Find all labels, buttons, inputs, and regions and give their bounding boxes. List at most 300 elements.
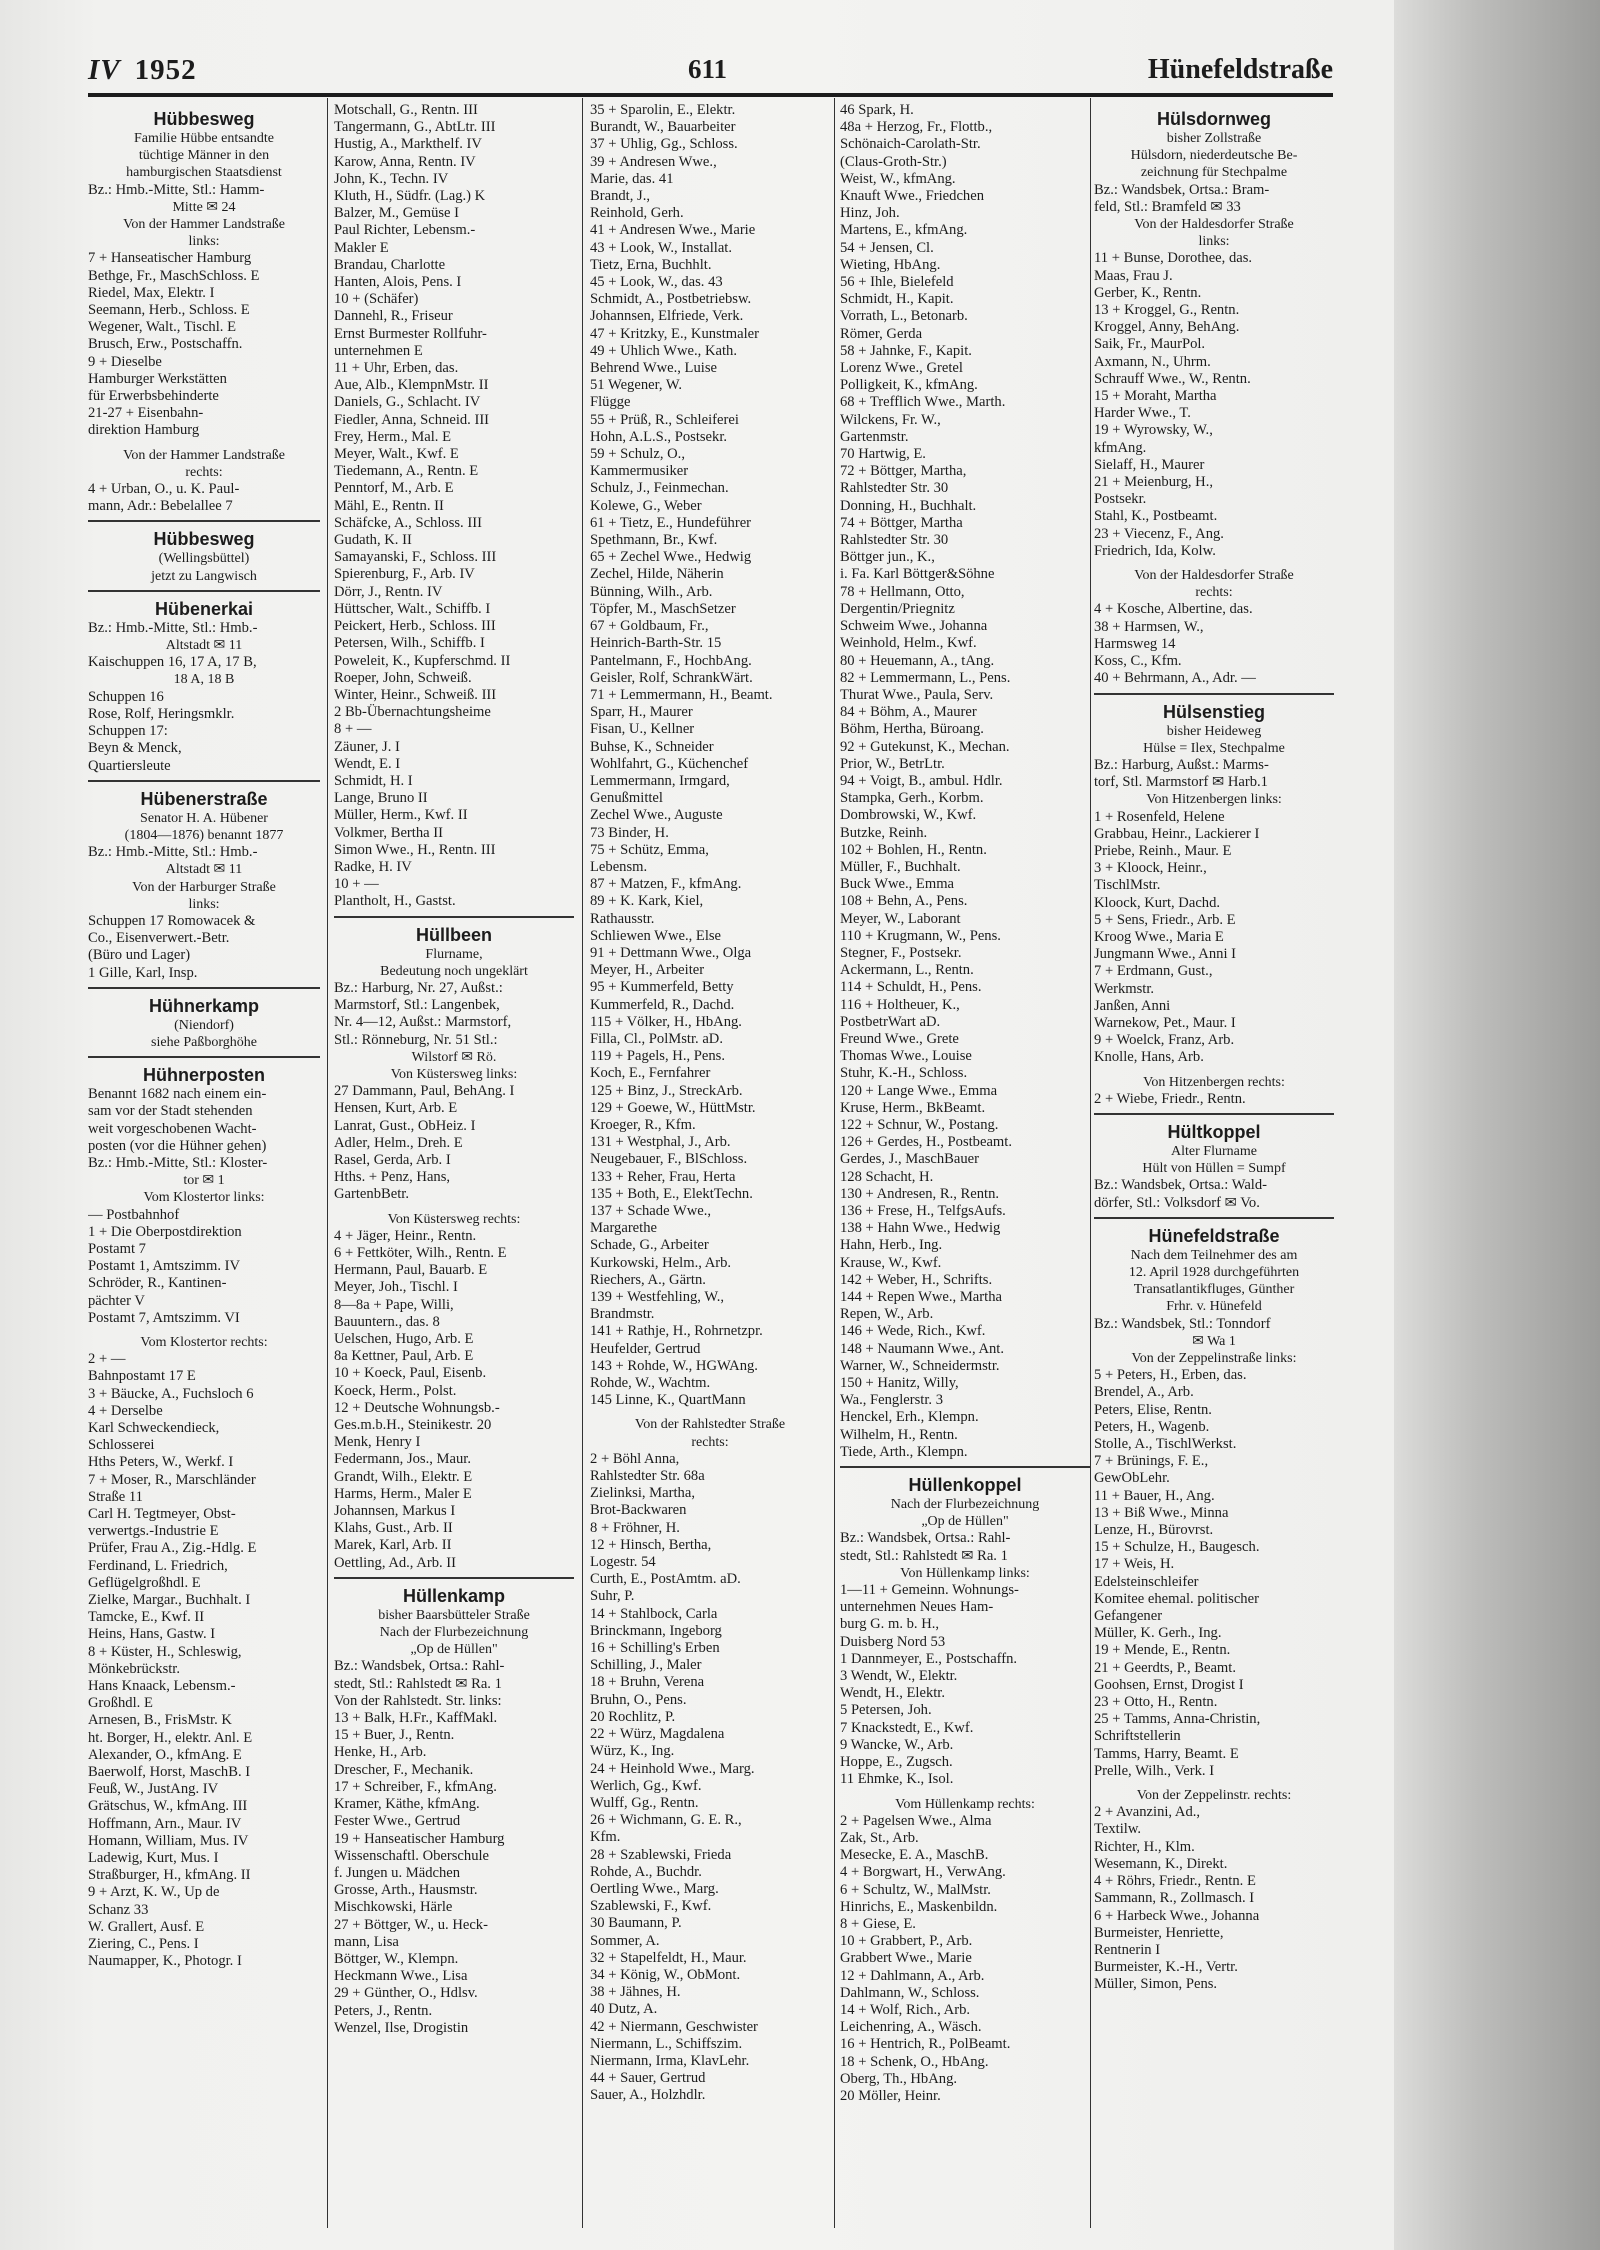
entry-line: Hanten, Alois, Pens. I: [334, 274, 462, 291]
entry-line: Postsekr.: [1094, 491, 1147, 508]
entry-line: Wendt, E. I: [334, 755, 401, 772]
entry-line: 110 + Krugmann, W., Pens.: [840, 927, 1001, 944]
entry-line: Dannehl, R., Friseur: [334, 308, 453, 325]
entry-line: Peters, J., Rentn.: [334, 2002, 433, 2019]
entry-line: Hermann, Paul, Bauarb. E: [334, 1262, 488, 1279]
entry-line: Vorrath, L., Betonarb.: [840, 308, 968, 325]
entry-line: Beyn & Menck,: [88, 740, 182, 757]
entry-line: pächter V: [88, 1292, 145, 1309]
entry-line: 38 + Jähnes, H.: [590, 1984, 681, 2001]
section-separator: [88, 520, 320, 522]
entry-line: Margarethe: [590, 1220, 657, 1237]
entry-line: 12 + Deutsche Wohnungsb.-: [334, 1399, 500, 1416]
entry-line: Schuppen 17:: [88, 723, 168, 740]
entry-line: Buck Wwe., Emma: [840, 876, 955, 893]
street-note: Nach der Flurbezeichnung: [379, 1625, 529, 1641]
entry-line: Hths. + Penz, Hans,: [334, 1169, 451, 1186]
entry-line: Harmsweg 14: [1094, 635, 1176, 652]
entry-line: 44 + Sauer, Gertrud: [590, 2070, 706, 2087]
entry-line: Rose, Rolf, Heringsmklr.: [88, 705, 235, 722]
entry-line: Hamburger Werkstätten: [88, 370, 227, 387]
entry-line: 9 + Dieselbe: [88, 353, 162, 370]
entry-line: Sauer, A., Holzhdlr.: [590, 2087, 706, 2104]
entry-line: Weist, W., kfmAng.: [840, 170, 956, 187]
entry-line: Schmidt, H., Kapit.: [840, 291, 954, 308]
entry-line: Schweim Wwe., Johanna: [840, 618, 988, 635]
entry-line: Wegener, Walt., Tischl. E: [88, 319, 236, 336]
entry-line: Duisberg Nord 53: [840, 1633, 946, 1650]
entry-line: direktion Hamburg: [88, 422, 200, 439]
street-note: (Wellingsbüttel): [158, 551, 250, 567]
entry-line: 95 + Kummerfeld, Betty: [590, 979, 734, 996]
entry-line: Meyer, Joh., Tischl. I: [334, 1279, 458, 1296]
entry-line: 10 + —: [334, 876, 379, 893]
entry-line: 2 Bb-Übernachtungsheime: [334, 704, 491, 721]
entry-line: sam vor der Stadt stehenden: [88, 1103, 253, 1120]
entry-line: Schlosserei: [88, 1437, 155, 1454]
entry-line: Priebe, Reinh., Maur. E: [1094, 842, 1232, 859]
entry-line: Hustig, A., Markthelf. IV: [334, 136, 482, 153]
entry-line: Wendt, H., Elektr.: [840, 1685, 946, 1702]
entry-line: 49 + Uhlich Wwe., Kath.: [590, 342, 737, 359]
entry-line: 6 + Schultz, W., MalMstr.: [840, 1881, 991, 1898]
entry-line: Zechel Wwe., Auguste: [590, 807, 723, 824]
entry-line: i. Fa. Karl Böttger&Söhne: [840, 566, 995, 583]
entry-line: Töpfer, M., MaschSetzer: [590, 600, 736, 617]
entry-line: Ferdinand, L. Friedrich,: [88, 1557, 228, 1574]
entry-line: Bz.: Wandsbek, Ortsa.: Bram-: [1094, 181, 1270, 198]
entry-line: 34 + König, W., ObMont.: [590, 1966, 741, 1983]
entry-line: Werlich, Gg., Kwf.: [590, 1777, 702, 1794]
entry-line: Komitee ehemal. politischer: [1094, 1590, 1259, 1607]
entry-line: Müller, Herm., Kwf. II: [334, 807, 468, 824]
entry-line: 130 + Andresen, R., Rentn.: [840, 1185, 1000, 1202]
entry-line: Szablewski, F., Kwf.: [590, 1898, 712, 1915]
entry-line: Peters, H., Wagenb.: [1094, 1418, 1210, 1435]
street-note: Von der Haldesdorfer Straße: [1134, 568, 1294, 584]
entry-line: mann, Adr.: Bebelallee 7: [88, 498, 233, 515]
entry-line: Roeper, John, Schweiß.: [334, 669, 472, 686]
entry-line: Simon Wwe., H., Rentn. III: [334, 841, 496, 858]
entry-line: Dergentin/Priegnitz: [840, 600, 955, 617]
entry-line: Logestr. 54: [590, 1554, 656, 1571]
street-note: ✉ Wa 1: [1192, 1333, 1236, 1349]
entry-line: Flügge: [590, 394, 631, 411]
entry-line: Mischkowski, Härle: [334, 1899, 453, 1916]
entry-line: Knauft Wwe., Friedchen: [840, 188, 984, 205]
entry-line: Wulff, Gg., Rentn.: [590, 1794, 699, 1811]
page-edge-shadow: [1394, 0, 1600, 2250]
entry-line: 138 + Hahn Wwe., Hedwig: [840, 1220, 1001, 1237]
street-note: Von der Rahlstedter Straße: [634, 1417, 786, 1433]
entry-line: 15 + Schulze, H., Baugesch.: [1094, 1539, 1260, 1556]
entry-line: 70 Hartwig, E.: [840, 446, 926, 463]
entry-line: Filla, Cl., PolMstr. aD.: [590, 1030, 723, 1047]
street-note: Hülse = Ilex, Stechpalme: [1143, 740, 1285, 756]
entry-line: Hensen, Kurt, Arb. E: [334, 1100, 458, 1117]
entry-line: 131 + Westphal, J., Arb.: [590, 1134, 731, 1151]
entry-line: 18 + Schenk, O., HbAng.: [840, 2053, 989, 2070]
entry-line: Heins, Hans, Gastw. I: [88, 1626, 216, 1643]
entry-line: Harder Wwe., T.: [1094, 405, 1191, 422]
entry-line: Riedel, Max, Elektr. I: [88, 284, 215, 301]
street-heading: Hübbesweg: [153, 109, 255, 129]
entry-line: 42 + Niermann, Geschwister: [590, 2018, 758, 2035]
entry-line: Bz.: Harburg, Außst.: Marms-: [1094, 756, 1269, 773]
entry-line: Stampka, Gerh., Korbm.: [840, 790, 984, 807]
street-note: Von der Hammer Landstraße: [123, 217, 285, 233]
entry-line: Aue, Alb., KlempnMstr. II: [334, 377, 489, 394]
entry-line: Ladewig, Kurt, Mus. I: [88, 1850, 219, 1867]
entry-line: Alexander, O., kfmAng. E: [88, 1746, 242, 1763]
entry-line: Straße 11: [88, 1488, 143, 1505]
entry-line: Rathausstr.: [590, 910, 655, 927]
entry-line: 114 + Schuldt, H., Pens.: [840, 979, 982, 996]
entry-line: Paul Richter, Lebensm.-: [334, 222, 476, 239]
entry-line: 16 + Schilling's Erben: [590, 1640, 720, 1657]
entry-line: 4 + Derselbe: [88, 1402, 163, 1419]
entry-line: Textilw.: [1094, 1821, 1142, 1838]
entry-line: 28 + Szablewski, Frieda: [590, 1846, 732, 1863]
entry-line: Koeck, Herm., Polst.: [334, 1382, 457, 1399]
entry-line: 125 + Binz, J., StreckArb.: [590, 1082, 743, 1099]
entry-line: 145 Linne, K., QuartMann: [590, 1392, 746, 1409]
entry-line: 13 + Kroggel, G., Rentn.: [1094, 302, 1240, 319]
entry-line: kfmAng.: [1094, 439, 1147, 456]
entry-line: Marie, das. 41: [590, 170, 674, 187]
entry-line: 24 + Heinhold Wwe., Marg.: [590, 1760, 755, 1777]
header-roman: IV: [88, 54, 121, 86]
entry-line: 128 Schacht, H.: [840, 1168, 934, 1185]
entry-line: 1 + Rosenfeld, Helene: [1094, 808, 1225, 825]
entry-line: 3 + Kloock, Heinr.,: [1094, 860, 1207, 877]
entry-line: Dahlmann, W., Schloss.: [840, 1984, 980, 2001]
entry-line: 73 Binder, H.: [590, 824, 669, 841]
entry-line: Meyer, Walt., Kwf. E: [334, 446, 459, 463]
entry-line: Benannt 1682 nach einem ein-: [88, 1086, 267, 1103]
entry-line: 7 + Brünings, F. E.,: [1094, 1453, 1209, 1470]
entry-line: 59 + Schulz, O.,: [590, 446, 685, 463]
entry-line: Böhm, Hertha, Büroang.: [840, 721, 984, 738]
entry-line: Naumapper, K., Photogr. I: [88, 1953, 242, 1970]
entry-line: Bz.: Wandsbek, Ortsa.: Wald-: [1094, 1177, 1268, 1194]
entry-line: Freund Wwe., Grete: [840, 1030, 959, 1047]
street-heading: Hüllenkamp: [402, 1585, 506, 1606]
entry-line: 13 + Balk, H.Fr., KaffMakl.: [334, 1710, 498, 1727]
entry-line: 75 + Schütz, Emma,: [590, 841, 709, 858]
entry-line: Wa., Fenglerstr. 3: [840, 1392, 943, 1409]
entry-line: 4 + Borgwart, H., VerwAng.: [840, 1864, 1006, 1881]
entry-line: 7 + Hanseatischer Hamburg: [88, 250, 252, 267]
section-separator: [334, 1577, 574, 1579]
street-note: Von Küstersweg rechts:: [387, 1211, 521, 1227]
entry-line: 48a + Herzog, Fr., Flottb.,: [840, 119, 993, 136]
entry-line: Makler E: [334, 239, 389, 256]
entry-line: Niermann, L., Schiffszim.: [590, 2035, 743, 2052]
entry-line: 40 + Behrmann, A., Adr. —: [1094, 670, 1256, 687]
entry-line: Kroggel, Anny, BehAng.: [1094, 319, 1240, 336]
entry-line: Schrauff Wwe., W., Rentn.: [1094, 370, 1251, 387]
entry-line: 54 + Jensen, Cl.: [840, 239, 934, 256]
entry-line: 4 + Urban, O., u. K. Paul-: [88, 481, 240, 498]
entry-line: Postamt 7: [88, 1240, 146, 1257]
entry-line: — Postbahnhof: [88, 1206, 180, 1223]
entry-line: Straßburger, H., kfmAng. II: [88, 1867, 251, 1884]
entry-line: Spethmann, Br., Kwf.: [590, 532, 718, 549]
entry-line: 2 + Pagelsen Wwe., Alma: [840, 1812, 992, 1829]
entry-line: Gerdes, J., MaschBauer: [840, 1151, 980, 1168]
entry-line: Gudath, K. II: [334, 532, 412, 549]
entry-line: Burmeister, Henriette,: [1094, 1924, 1224, 1941]
entry-line: Heckmann Wwe., Lisa: [334, 1968, 468, 1985]
entry-line: 26 + Wichmann, G. E. R.,: [590, 1812, 742, 1829]
entry-line: 119 + Pagels, H., Pens.: [590, 1048, 725, 1065]
entry-line: Maas, Frau J.: [1094, 267, 1173, 284]
street-note: bisher Heideweg: [1166, 723, 1262, 739]
entry-line: Kammermusiker: [590, 463, 689, 480]
street-heading: Hübbesweg: [153, 529, 255, 550]
header-rule: [88, 93, 1333, 97]
entry-line: 115 + Völker, H., HbAng.: [590, 1013, 742, 1030]
street-note: Flurname,: [425, 946, 483, 962]
entry-line: Federmann, Jos., Maur.: [334, 1451, 472, 1468]
entry-line: Kloock, Kurt, Dachd.: [1094, 894, 1221, 911]
entry-line: Warner, W., Schneidermstr.: [840, 1357, 1000, 1374]
entry-line: Feuß, W., JustAng. IV: [88, 1781, 219, 1798]
entry-line: Klahs, Gust., Arb. II: [334, 1520, 453, 1537]
entry-line: Leichenring, A., Wäsch.: [840, 2019, 982, 2036]
entry-line: Buhse, K., Schneider: [590, 738, 714, 755]
entry-line: Bz.: Hmb.-Mitte, Stl.: Kloster-: [88, 1154, 268, 1171]
entry-line: Grosse, Arth., Hausmstr.: [334, 1882, 478, 1899]
entry-line: Lanrat, Gust., ObHeiz. I: [334, 1117, 476, 1134]
entry-line: 3 + Bäucke, A., Fuchsloch 6: [88, 1385, 254, 1402]
entry-line: 92 + Gutekunst, K., Mechan.: [840, 738, 1010, 755]
entry-line: 2 + Böhl Anna,: [590, 1450, 680, 1467]
entry-line: Edelsteinschleifer: [1094, 1573, 1199, 1590]
entry-line: Stl.: Rönneburg, Nr. 51 Stl.:: [334, 1031, 498, 1048]
entry-line: 23 + Viecenz, F., Ang.: [1094, 525, 1224, 542]
entry-line: Homann, William, Mus. IV: [88, 1832, 249, 1849]
section-separator: [88, 987, 320, 989]
entry-line: 1 Gille, Karl, Insp.: [88, 964, 198, 981]
entry-line: 20 Möller, Heinr.: [840, 2087, 941, 2104]
entry-line: Ernst Burmester Rollfuhr-: [334, 325, 487, 342]
entry-line: Samayanski, F., Schloss. III: [334, 549, 497, 566]
entry-line: Marmstorf, Stl.: Langenbek,: [334, 997, 500, 1014]
entry-line: Warnekow, Pet., Maur. I: [1094, 1014, 1236, 1031]
street-heading: Hültkoppel: [1167, 1121, 1261, 1142]
entry-line: Zechel, Hilde, Näherin: [590, 566, 724, 583]
entry-line: Geisler, Rolf, SchrankWärt.: [590, 669, 753, 686]
entry-line: Janßen, Anni: [1094, 997, 1171, 1014]
header-year: 1952: [134, 54, 197, 86]
entry-line: Bz.: Wandsbek, Ortsa.: Rahl-: [334, 1658, 505, 1675]
entry-line: Marek, Karl, Arb. II: [334, 1537, 452, 1554]
entry-line: Würz, K., Ing.: [590, 1743, 675, 1760]
entry-line: 10 + (Schäfer): [334, 291, 419, 308]
street-note: zeichnung für Stechpalme: [1140, 165, 1288, 181]
entry-line: 9 Wancke, W., Arb.: [840, 1736, 954, 1753]
entry-line: Lebensm.: [590, 858, 648, 875]
entry-line: 8 + —: [334, 721, 372, 738]
entry-line: 6 + Fettköter, Wilh., Rentn. E: [334, 1245, 507, 1261]
entry-line: 137 + Schade Wwe.,: [590, 1203, 712, 1219]
street-note: Altstadt ✉ 11: [165, 862, 243, 878]
entry-line: 32 + Stapelfeldt, H., Maur.: [590, 1949, 747, 1966]
header-left: [88, 54, 197, 87]
entry-line: 11 + Uhr, Erben, das.: [334, 360, 459, 377]
entry-line: 17 + Schreiber, F., kfmAng.: [334, 1778, 497, 1795]
entry-line: Schliewen Wwe., Else: [590, 927, 722, 944]
entry-line: Tangermann, G., AbtLtr. III: [334, 119, 496, 136]
entry-line: weit vorgeschobenen Wacht-: [88, 1120, 257, 1137]
entry-line: 94 + Voigt, B., ambul. Hdlr.: [840, 772, 1003, 789]
entry-line: Arnesen, B., FrisMstr. K: [88, 1712, 232, 1729]
entry-line: 1—11 + Gemeinn. Wohnungs-: [840, 1582, 1019, 1599]
street-note: Vom Klostertor rechts:: [140, 1334, 268, 1350]
entry-line: Polligkeit, K., kfmAng.: [840, 377, 978, 394]
entry-line: Brendel, A., Arb.: [1094, 1384, 1194, 1401]
entry-line: 142 + Weber, H., Schrifts.: [840, 1271, 993, 1288]
spacer: [334, 1204, 574, 1211]
entry-line: 1 + Die Oberpostdirektion: [88, 1223, 242, 1240]
entry-line: unternehmen E: [334, 342, 423, 359]
street-heading: Hühnerkamp: [148, 995, 260, 1016]
entry-line: 25 + Tamms, Anna-Christin,: [1094, 1711, 1261, 1728]
entry-line: Krause, W., Kwf.: [840, 1254, 942, 1271]
entry-line: Petersen, Wilh., Schiffb. I: [334, 635, 485, 652]
entry-line: Grabbau, Heinr., Lackierer I: [1094, 825, 1260, 842]
entry-line: Kfm.: [590, 1829, 621, 1846]
entry-line: 21 + Meienburg, H.,: [1094, 474, 1214, 491]
entry-line: 143 + Rohde, W., HGWAng.: [590, 1357, 758, 1374]
entry-line: f. Jungen u. Mädchen: [334, 1864, 461, 1881]
street-note: siehe Paßborghöhe: [151, 1034, 257, 1050]
entry-line: Henckel, Erh., Klempn.: [840, 1409, 979, 1426]
column-divider: [582, 98, 583, 2228]
entry-line: Zielke, Margar., Buchhalt. I: [88, 1592, 251, 1609]
entry-line: 11 + Bauer, H., Ang.: [1094, 1487, 1215, 1504]
entry-line: 122 + Schnur, W., Postang.: [840, 1116, 999, 1133]
entry-line: 1 Dannmeyer, E., Postschaffn.: [840, 1650, 1018, 1667]
entry-line: Sammann, R., Zollmasch. I: [1094, 1890, 1255, 1907]
entry-line: Müller, K. Gerh., Ing.: [1094, 1625, 1222, 1642]
entry-line: Behrend Wwe., Luise: [590, 360, 717, 377]
street-heading: Hüllbeen: [415, 924, 492, 945]
entry-line: Wesemann, K., Direkt.: [1094, 1855, 1228, 1872]
entry-line: Butzke, Reinh.: [840, 824, 928, 841]
entry-line: Burmeister, K.-H., Vertr.: [1094, 1959, 1238, 1976]
entry-line: Curth, E., PostAmtm. aD.: [590, 1571, 741, 1588]
entry-line: Sparr, H., Maurer: [590, 704, 693, 721]
column-3: [590, 102, 830, 2222]
entry-line: 144 + Repen Wwe., Martha: [840, 1289, 1002, 1306]
entry-line: Peickert, Herb., Schloss. III: [334, 618, 496, 635]
entry-line: 141 + Rathje, H., Rohrnetzpr.: [590, 1323, 763, 1340]
entry-line: Nr. 4—12, Außst.: Marmstorf,: [334, 1014, 512, 1031]
entry-line: Zak, St., Arb.: [840, 1829, 919, 1846]
spacer: [840, 1789, 1090, 1796]
entry-line: 3 Wendt, W., Elektr.: [840, 1668, 958, 1685]
street-note: Von der Zeppelinstr. rechts:: [1136, 1788, 1292, 1804]
entry-line: 91 + Dettmann Wwe., Olga: [590, 944, 752, 961]
entry-line: Brinckmann, Ingeborg: [590, 1622, 722, 1639]
spacer: [1094, 1067, 1334, 1074]
entry-line: 38 + Harmsen, W.,: [1094, 618, 1204, 635]
entry-line: Hinz, Joh.: [840, 205, 900, 222]
entry-line: Richter, H., Klm.: [1094, 1838, 1195, 1855]
entry-line: Baerwolf, Horst, MaschB. I: [88, 1764, 251, 1781]
entry-line: 9 + Arzt, K. W., Up de: [88, 1884, 220, 1901]
street-note: Von Hitzenbergen rechts:: [1143, 1074, 1285, 1090]
street-note: rechts:: [185, 464, 223, 480]
entry-line: 12 + Dahlmann, A., Arb.: [840, 1967, 985, 1984]
entry-line: 5 Petersen, Joh.: [840, 1702, 932, 1719]
entry-line: Peters, Elise, Rentn.: [1094, 1401, 1212, 1418]
entry-line: Wieting, HbAng.: [840, 256, 941, 273]
street-note: tüchtige Männer in den: [138, 148, 270, 164]
entry-line: 7 + Erdmann, Gust.,: [1094, 963, 1213, 980]
entry-line: 65 + Zechel Wwe., Hedwig: [590, 549, 752, 566]
entry-line: Volkmer, Bertha II: [334, 824, 443, 841]
entry-line: 74 + Böttger, Martha: [840, 514, 963, 531]
entry-line: 47 + Kritzky, E., Kunstmaler: [590, 325, 759, 342]
street-note: bisher Baarsbütteler Straße: [378, 1607, 530, 1623]
entry-line: Balzer, M., Gemüse I: [334, 205, 460, 222]
entry-line: Grandt, Wilh., Elektr. E: [334, 1468, 473, 1485]
entry-line: Schmidt, H. I: [334, 772, 413, 789]
entry-line: Rentnerin I: [1094, 1941, 1161, 1958]
entry-line: Bethge, Fr., MaschSchloss. E: [88, 267, 260, 284]
entry-line: 8 + Giese, E.: [840, 1915, 916, 1932]
entry-line: Meyer, H., Arbeiter: [590, 962, 705, 979]
entry-line: Donning, H., Buchhalt.: [840, 497, 977, 514]
street-note: (1804—1876) benannt 1877: [124, 827, 284, 843]
entry-line: Stegner, F., Postsekr.: [840, 944, 962, 961]
entry-line: 9 + Woelck, Franz, Arb.: [1094, 1032, 1235, 1049]
entry-line: Tiede, Arth., Klempn.: [840, 1443, 968, 1460]
entry-line: Schade, G., Arbeiter: [590, 1237, 709, 1254]
entry-line: John, K., Techn. IV: [334, 170, 449, 187]
entry-line: Stuhr, K.-H., Schloss.: [840, 1065, 968, 1082]
entry-line: 7 Knackstedt, E., Kwf.: [840, 1719, 974, 1736]
entry-line: Bz.: Harburg, Nr. 27, Außst.:: [334, 979, 503, 996]
entry-line: Saik, Fr., MaurPol.: [1094, 336, 1206, 353]
street-note: rechts:: [1195, 585, 1233, 601]
entry-line: 11 Ehmke, K., Isol.: [840, 1771, 954, 1788]
street-note: Von der Hammer Landstraße: [123, 447, 285, 463]
entry-line: Römer, Gerda: [840, 325, 923, 342]
entry-line: Oettling, Ad., Arb. II: [334, 1554, 457, 1571]
entry-line: Kroeger, R., Kfm.: [590, 1116, 696, 1133]
entry-line: 68 + Trefflich Wwe., Marth.: [840, 394, 1006, 411]
entry-line: 10 + Grabbert, P., Arb.: [840, 1933, 973, 1950]
entry-line: Tamcke, E., Kwf. II: [88, 1609, 205, 1626]
street-note: Hülsdorn, niederdeutsche Be-: [1130, 148, 1298, 164]
entry-line: 80 + Heuemann, A., tAng.: [840, 652, 995, 669]
entry-line: 6 + Harbeck Wwe., Johanna: [1094, 1907, 1260, 1924]
entry-line: Gerber, K., Rentn.: [1094, 284, 1202, 301]
header-page-number: 611: [688, 54, 728, 84]
entry-line: 45 + Look, W., das. 43: [590, 274, 723, 291]
section-separator: [334, 916, 574, 918]
spacer: [590, 1409, 830, 1416]
entry-line: Prüfer, Frau A., Zig.-Hdlg. E: [88, 1540, 257, 1557]
entry-line: Wohlfahrt, G., Küchenchef: [590, 755, 749, 772]
entry-line: feld, Stl.: Bramfeld ✉ 33: [1094, 198, 1241, 215]
street-heading: Hühnerposten: [142, 1065, 265, 1086]
